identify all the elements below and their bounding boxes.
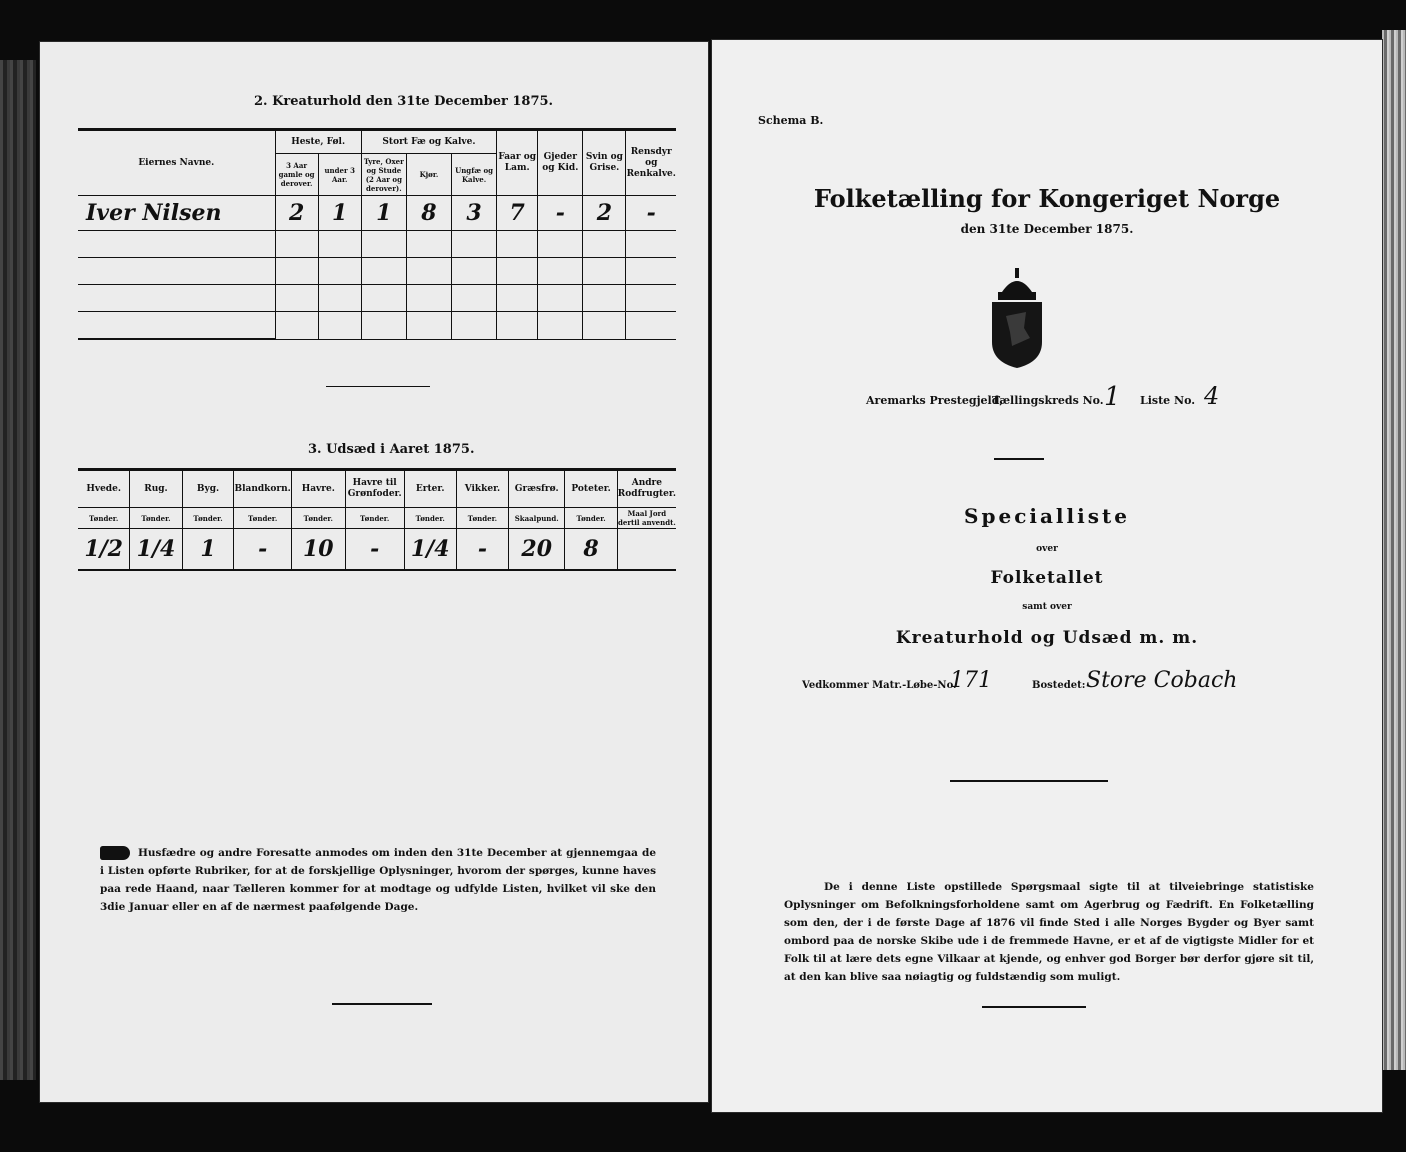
samt-over-text: samt over	[1022, 602, 1072, 612]
seed-table	[78, 468, 676, 571]
seed-value	[617, 529, 676, 571]
kreaturhold-heading: Kreaturhold og Udsæd m. m.	[895, 628, 1199, 648]
livestock-value: 2	[275, 196, 318, 231]
left-page	[40, 42, 708, 1102]
seed-row	[78, 529, 676, 571]
seed-unit: Tønder.	[78, 508, 130, 529]
notice-paragraph	[100, 844, 656, 916]
livestock-table	[78, 128, 676, 340]
header-tyre: Tyre, Oxer og Stude (2 Aar og derover).	[361, 154, 406, 196]
schema-label: Schema B.	[758, 114, 824, 127]
header-kjor: Kjør.	[406, 154, 451, 196]
tellingskreds-value: 1	[1104, 382, 1121, 412]
document-subtitle: den 31te December 1875.	[960, 222, 1134, 236]
seed-unit: Tønder.	[291, 508, 345, 529]
seed-unit: Tønder.	[234, 508, 291, 529]
folketallet-heading: Folketallet	[990, 568, 1104, 588]
seed-value: 1	[182, 529, 234, 571]
seed-value: 1/4	[130, 529, 182, 571]
seed-unit: Skaalpund.	[509, 508, 565, 529]
seed-header: Poteter.	[565, 470, 617, 508]
header-heste: Heste, Føl.	[275, 130, 361, 154]
seed-value: 20	[509, 529, 565, 571]
divider-line	[332, 1003, 432, 1005]
header-heste-under3: under 3 Aar.	[318, 154, 361, 196]
book-spine	[0, 60, 36, 1080]
seed-unit: Tønder.	[565, 508, 617, 529]
livestock-row	[78, 196, 676, 231]
specialliste-heading: Specialliste	[964, 504, 1130, 528]
header-gjeder: Gjeder og Kid.	[538, 130, 583, 196]
seed-header: Byg.	[182, 470, 234, 508]
notice-text: Husfædre og andre Foresatte anmodes om inden den 31te December at gjennemgaa de i Listen opførte Rubriker, for at de forskjellige Oplysninger, hvorom der spørges, kunne haves paa rede Haand, naar Tælleren kommer for at modtage og udfylde Listen, hvilket vil ske den 3die Januar eller en af de nærmest paafølgende Dage.	[100, 847, 656, 913]
right-page	[712, 40, 1382, 1112]
seed-unit: Tønder.	[345, 508, 404, 529]
tellingskreds-label: Tællingskreds No.	[992, 394, 1104, 407]
seed-header: Vikker.	[456, 470, 508, 508]
explanation-paragraph: De i denne Liste opstillede Spørgsmaal sigte til at tilveiebringe statistiske Oplysninger om Befolkningsforholdene samt om Agerbrug og Fædrift. En Folketælling som den, der i de første Dage af 1876 vil finde Sted i alle Norges Bygder og Byer samt ombord paa de norske Skibe ude i de fremmede Havne, er et af de vigtigste Midler for et Folk til at lære dets egne Vilkaar at kjende, og enhver god Borger bør derfor gjøre sit til, at den kan blive saa nøiagtig og fuldstændig som muligt.	[784, 881, 1314, 983]
seed-unit: Maal Jord dertil anvendt.	[617, 509, 676, 527]
seed-value: 1/4	[404, 529, 456, 571]
matr-value: 171	[950, 668, 992, 693]
over-text: over	[1036, 544, 1058, 554]
seed-header: Hvede.	[78, 470, 130, 508]
prestegjeld-label: Aremarks Prestegjeld,	[866, 394, 1004, 407]
seed-value: -	[345, 529, 404, 571]
seed-header: Havre til Grønfoder.	[345, 470, 404, 508]
seed-value: 10	[291, 529, 345, 571]
liste-value: 4	[1204, 382, 1220, 410]
seed-header: Andre Rodfrugter.	[617, 470, 676, 508]
header-svin: Svin og Grise.	[583, 130, 626, 196]
livestock-value: 1	[361, 196, 406, 231]
header-heste-over3: 3 Aar gamle og derover.	[275, 154, 318, 196]
coat-of-arms-icon	[982, 266, 1052, 370]
section3-title: 3. Udsæd i Aaret 1875.	[308, 442, 475, 457]
header-rensdyr: Rensdyr og Renkalve.	[626, 130, 676, 196]
livestock-value: 8	[406, 196, 451, 231]
seed-unit: Tønder.	[456, 508, 508, 529]
seed-unit: Tønder.	[404, 508, 456, 529]
header-ungfae: Ungfæ og Kalve.	[452, 154, 497, 196]
livestock-value: -	[626, 196, 676, 231]
divider-line	[994, 458, 1044, 460]
seed-value: -	[234, 529, 291, 571]
liste-label: Liste No.	[1140, 394, 1196, 407]
seed-unit: Tønder.	[130, 508, 182, 529]
seed-header: Græsfrø.	[509, 470, 565, 508]
seed-value: 8	[565, 529, 617, 571]
page-stack-edge	[1382, 30, 1406, 1070]
livestock-value: 2	[583, 196, 626, 231]
seed-unit: Tønder.	[182, 508, 234, 529]
bostedet-value: Store Cobach	[1086, 668, 1238, 693]
livestock-value: 1	[318, 196, 361, 231]
seed-header: Rug.	[130, 470, 182, 508]
header-owner-name: Eiernes Navne.	[78, 130, 275, 196]
bostedet-label: Bostedet:	[1032, 680, 1086, 691]
divider-line	[950, 780, 1108, 782]
header-faar: Faar og Lam.	[497, 130, 538, 196]
seed-value: 1/2	[78, 529, 130, 571]
pointing-hand-icon	[100, 846, 130, 860]
livestock-value: -	[538, 196, 583, 231]
header-stort-fae: Stort Fæ og Kalve.	[361, 130, 496, 154]
divider-line	[982, 1006, 1086, 1008]
seed-header: Blandkorn.	[234, 470, 291, 508]
livestock-value: 3	[452, 196, 497, 231]
seed-value: -	[456, 529, 508, 571]
livestock-value: 7	[497, 196, 538, 231]
seed-header: Havre.	[291, 470, 345, 508]
seed-header: Erter.	[404, 470, 456, 508]
document-title: Folketælling for Kongeriget Norge	[813, 184, 1281, 213]
owner-name: Iver Nilsen	[78, 196, 275, 231]
section2-title: 2. Kreaturhold den 31te December 1875.	[254, 94, 554, 109]
divider-line	[326, 386, 430, 387]
matr-label: Vedkommer Matr.-Løbe-No.	[802, 680, 957, 691]
